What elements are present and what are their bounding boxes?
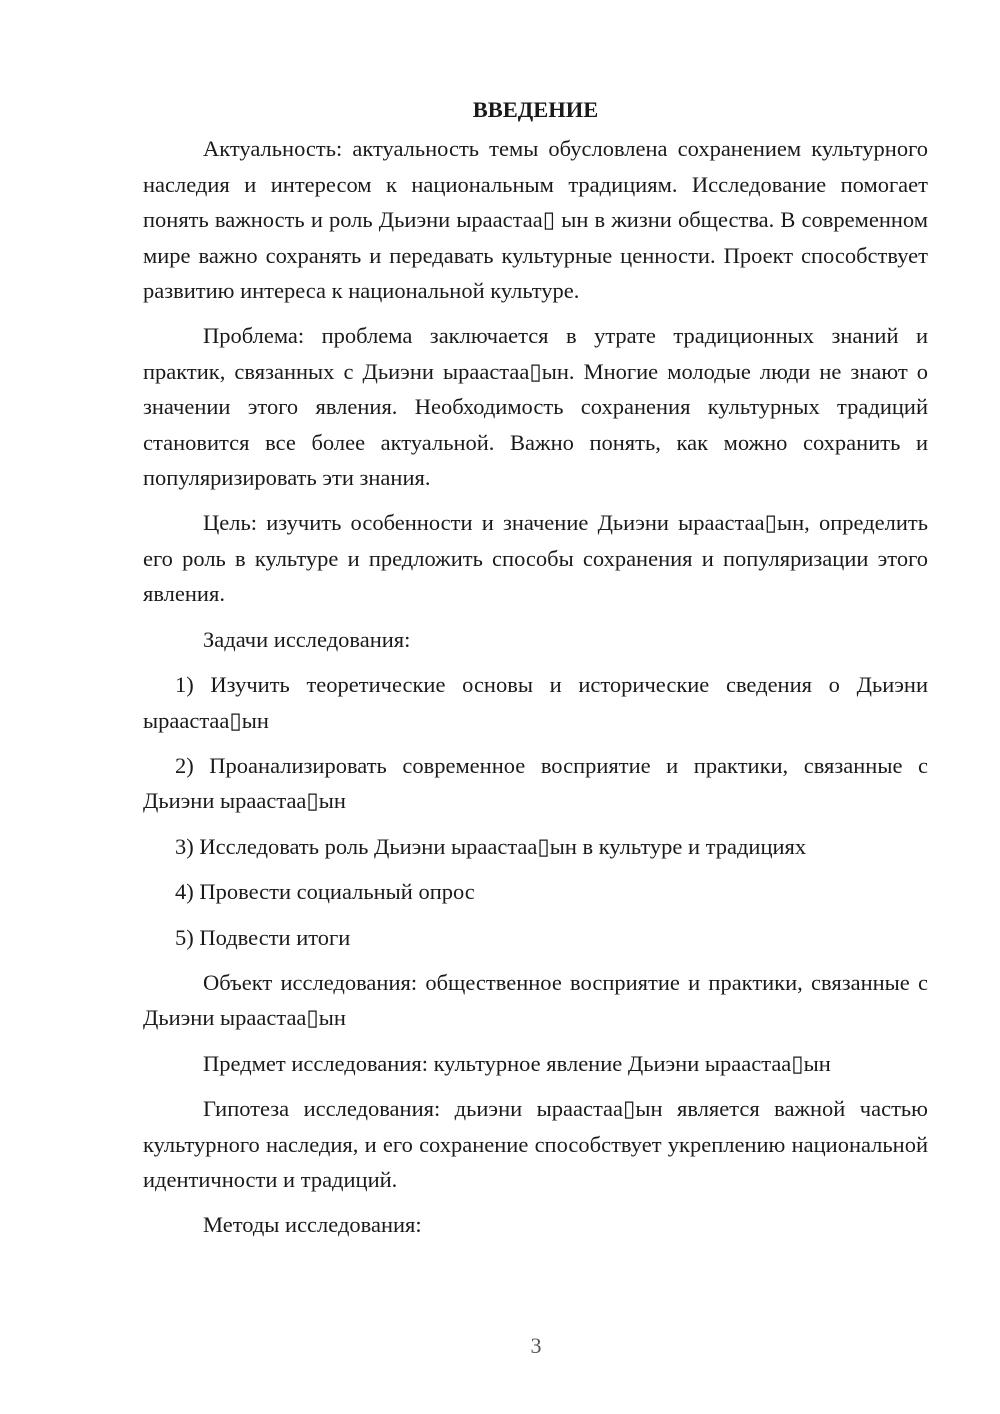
task-item: 3) Исследовать роль Дьиэни ыраастаа▯ын в культуре и традициях	[175, 833, 807, 859]
tasks-heading: Задачи исследования:	[203, 626, 411, 652]
task-item: 5) Подвести итоги	[175, 924, 351, 950]
problem-paragraph: Проблема: проблема заключается в утрате традиционных знаний и практик, связанных с Дьиэни ыраастаа▯ын. Многие молодые люди не знают о значении этого явления. Необходимость сохранения культурных традиций становится все более актуальной. Важно понять, как можно сохранить и популяризировать эти знания.	[143, 323, 928, 491]
task-item: 4) Провести социальный опрос	[175, 879, 475, 905]
task-item: 1) Изучить теоретические основы и исторические сведения о Дьиэни ыраастаа▯ын	[143, 672, 928, 733]
object-paragraph: Объект исследования: общественное восприятие и практики, связанные с Дьиэни ыраастаа▯ын	[143, 969, 928, 1031]
hypothesis-paragraph: Гипотеза исследования: дьиэни ыраастаа▯ын является важной частью культурного наследия, и его сохранение способствует укреплению национальной идентичности и традиций.	[143, 1096, 928, 1192]
goal-paragraph: Цель: изучить особенности и значение Дьиэни ыраастаа▯ын, определить его роль в культуре и предложить способы сохранения и популяризации этого явления.	[143, 510, 928, 607]
subject-paragraph: Предмет исследования: культурное явление Дьиэни ыраастаа▯ын	[203, 1050, 831, 1076]
section-title: ВВЕДЕНИЕ	[472, 97, 599, 122]
document-page	[143, 92, 928, 1253]
task-item: 2) Проанализировать современное восприятие и практики, связанные с Дьиэни ыраастаа▯ын	[143, 752, 928, 814]
relevance-paragraph: Актуальность: актуальность темы обусловлена сохранением культурного наследия и интересом к национальным традициям. Исследование помогает понять важность и роль Дьиэни ыраастаа▯ ын в жизни общества. В современном мире важно сохранять и передавать культурные ценности. Проект способствует развитию интереса к национальной культуре.	[143, 136, 928, 304]
methods-heading: Методы исследования:	[203, 1212, 422, 1238]
page-number: 3	[530, 1333, 542, 1358]
